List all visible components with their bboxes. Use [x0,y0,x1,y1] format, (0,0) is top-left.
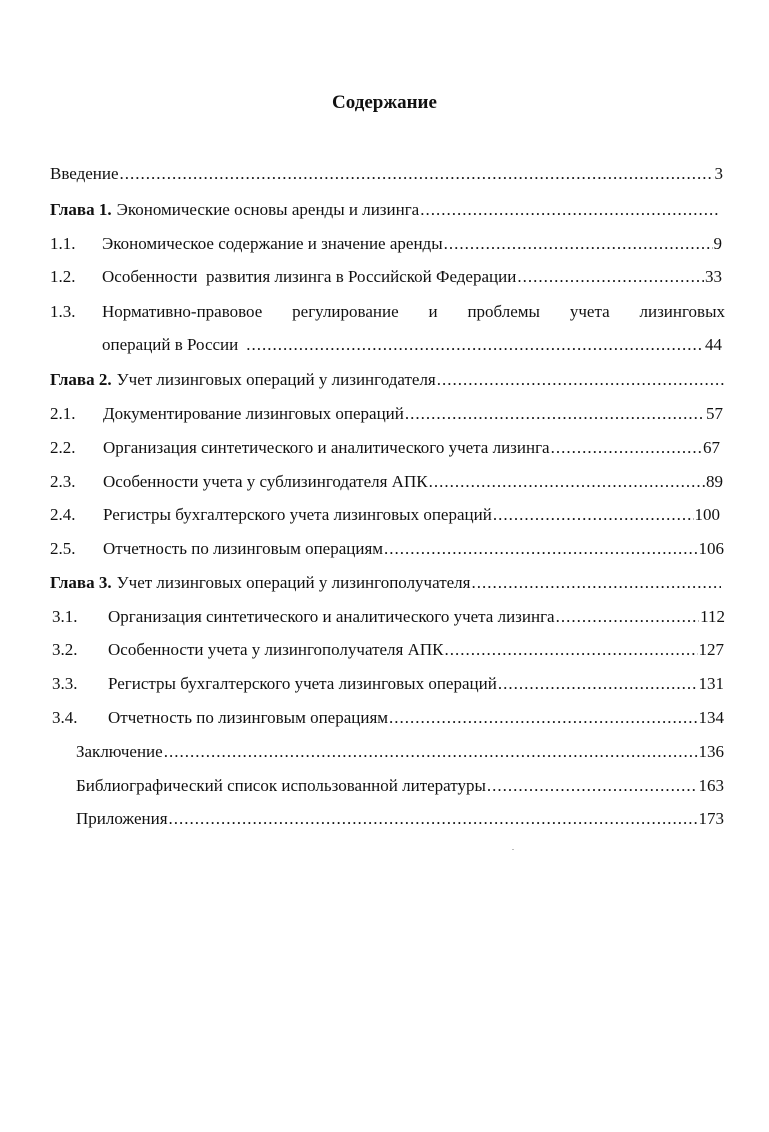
toc-entry-1-3-cont [102,334,722,356]
entry-text: Организация синтетического и аналитического учета лизинга [103,438,550,457]
entry-text: Организация синтетического и аналитического учета лизинга [108,607,555,626]
entry-text: Приложения [76,809,168,828]
entry-number: 1.1. [50,234,76,253]
entry-number: 2.5. [50,539,76,558]
dot-leader [120,163,714,185]
scan-speck [512,849,514,850]
entry-number: 2.2. [50,438,76,457]
dot-leader [405,403,705,425]
dot-leader [429,471,705,493]
toc-entry-1-2 [50,266,722,288]
entry-text: Нормативно-правовое регулирование и проблемы учета лизинговых [102,302,725,321]
dot-leader [246,334,704,356]
toc-entry-2-4 [50,504,720,526]
dot-leader [487,775,698,797]
entry-page: 131 [698,674,724,693]
entry-text: Экономическое содержание и значение аренды [102,234,443,253]
toc-entry-bibliography [76,775,724,797]
entry-text: Введение [50,164,119,183]
toc-entry-2-2 [50,437,720,459]
entry-text: Отчетность по лизинговым операциям [103,539,384,558]
entry-page: 57 [706,404,723,423]
entry-page: 173 [698,809,724,828]
entry-page: 136 [698,742,724,761]
toc-entry-1-3 [50,301,725,323]
entry-number: 1.2. [50,267,76,286]
toc-entry-chapter-2 [50,369,725,391]
entry-page: 67 [703,438,720,457]
toc-entry-2-3 [50,471,723,493]
entry-page: 163 [698,776,724,795]
dot-leader [556,606,700,628]
toc-entry-chapter-1 [50,199,720,221]
dot-leader [444,639,697,661]
toc-entry-1-1 [50,233,722,255]
entry-number: 2.1. [50,404,76,423]
dot-leader [437,369,724,391]
toc-entry-3-1 [52,606,725,628]
dot-leader [517,266,704,288]
chapter-label: Глава 2. [50,370,112,389]
entry-text: Экономические основы аренды и лизинга [116,200,420,219]
entry-text: Регистры бухгалтерского учета лизинговых операций [103,505,492,524]
entry-text: Учет лизинговых операций у лизингодателя [116,370,436,389]
toc-entry-2-1 [50,403,723,425]
entry-page: 134 [698,708,724,727]
entry-number: 3.1. [52,607,78,626]
chapter-label: Глава 3. [50,573,112,592]
entry-text: операций в России [102,335,239,354]
entry-number: 2.3. [50,472,76,491]
entry-text: Отчетность по лизинговым операциям [108,708,389,727]
dot-leader [551,437,702,459]
chapter-label: Глава 1. [50,200,112,219]
entry-text: Документирование лизинговых операций [103,404,404,423]
toc-entry-chapter-3 [50,572,722,594]
entry-number: 3.4. [52,708,78,727]
entry-text: Заключение [76,742,163,761]
toc-entry-2-5 [50,538,724,560]
entry-number: 1.3. [50,302,76,321]
entry-text: Особенности учета у сублизингодателя АПК [103,472,428,491]
dot-leader [169,808,698,830]
entry-text: Библиографический список использованной литературы [76,776,486,795]
toc-entry-3-4 [52,707,724,729]
entry-text: Регистры бухгалтерского учета лизинговых операций [108,674,497,693]
entry-number: 3.3. [52,674,78,693]
dot-leader [389,707,697,729]
entry-number: 2.4. [50,505,76,524]
dot-leader [493,504,694,526]
dot-leader [384,538,697,560]
entry-text: Особенности учета у лизингополучателя АПК [108,640,444,659]
entry-page: 9 [713,234,722,253]
entry-page: 3 [714,164,723,183]
entry-text: Учет лизинговых операций у лизингополучателя [116,573,471,592]
entry-page: 127 [698,640,724,659]
dot-leader [444,233,713,255]
entry-number: 3.2. [52,640,78,659]
entry-page: 112 [700,607,725,626]
toc-entry-3-3 [52,673,724,695]
dot-leader [472,572,722,594]
toc-entry-appendix [76,808,724,830]
entry-page: 33 [705,267,722,286]
dot-leader [164,741,698,763]
entry-page: 44 [705,335,722,354]
dot-leader [420,199,719,221]
dot-leader [498,673,698,695]
toc-entry-3-2 [52,639,724,661]
toc-entry-intro [50,163,723,185]
entry-page: 89 [706,472,723,491]
page-title: Содержание [332,92,437,113]
entry-page: 100 [694,505,720,524]
toc-entry-conclusion [76,741,724,763]
entry-page: 106 [698,539,724,558]
entry-text: Особенности развития лизинга в Российской Федерации [102,267,517,286]
